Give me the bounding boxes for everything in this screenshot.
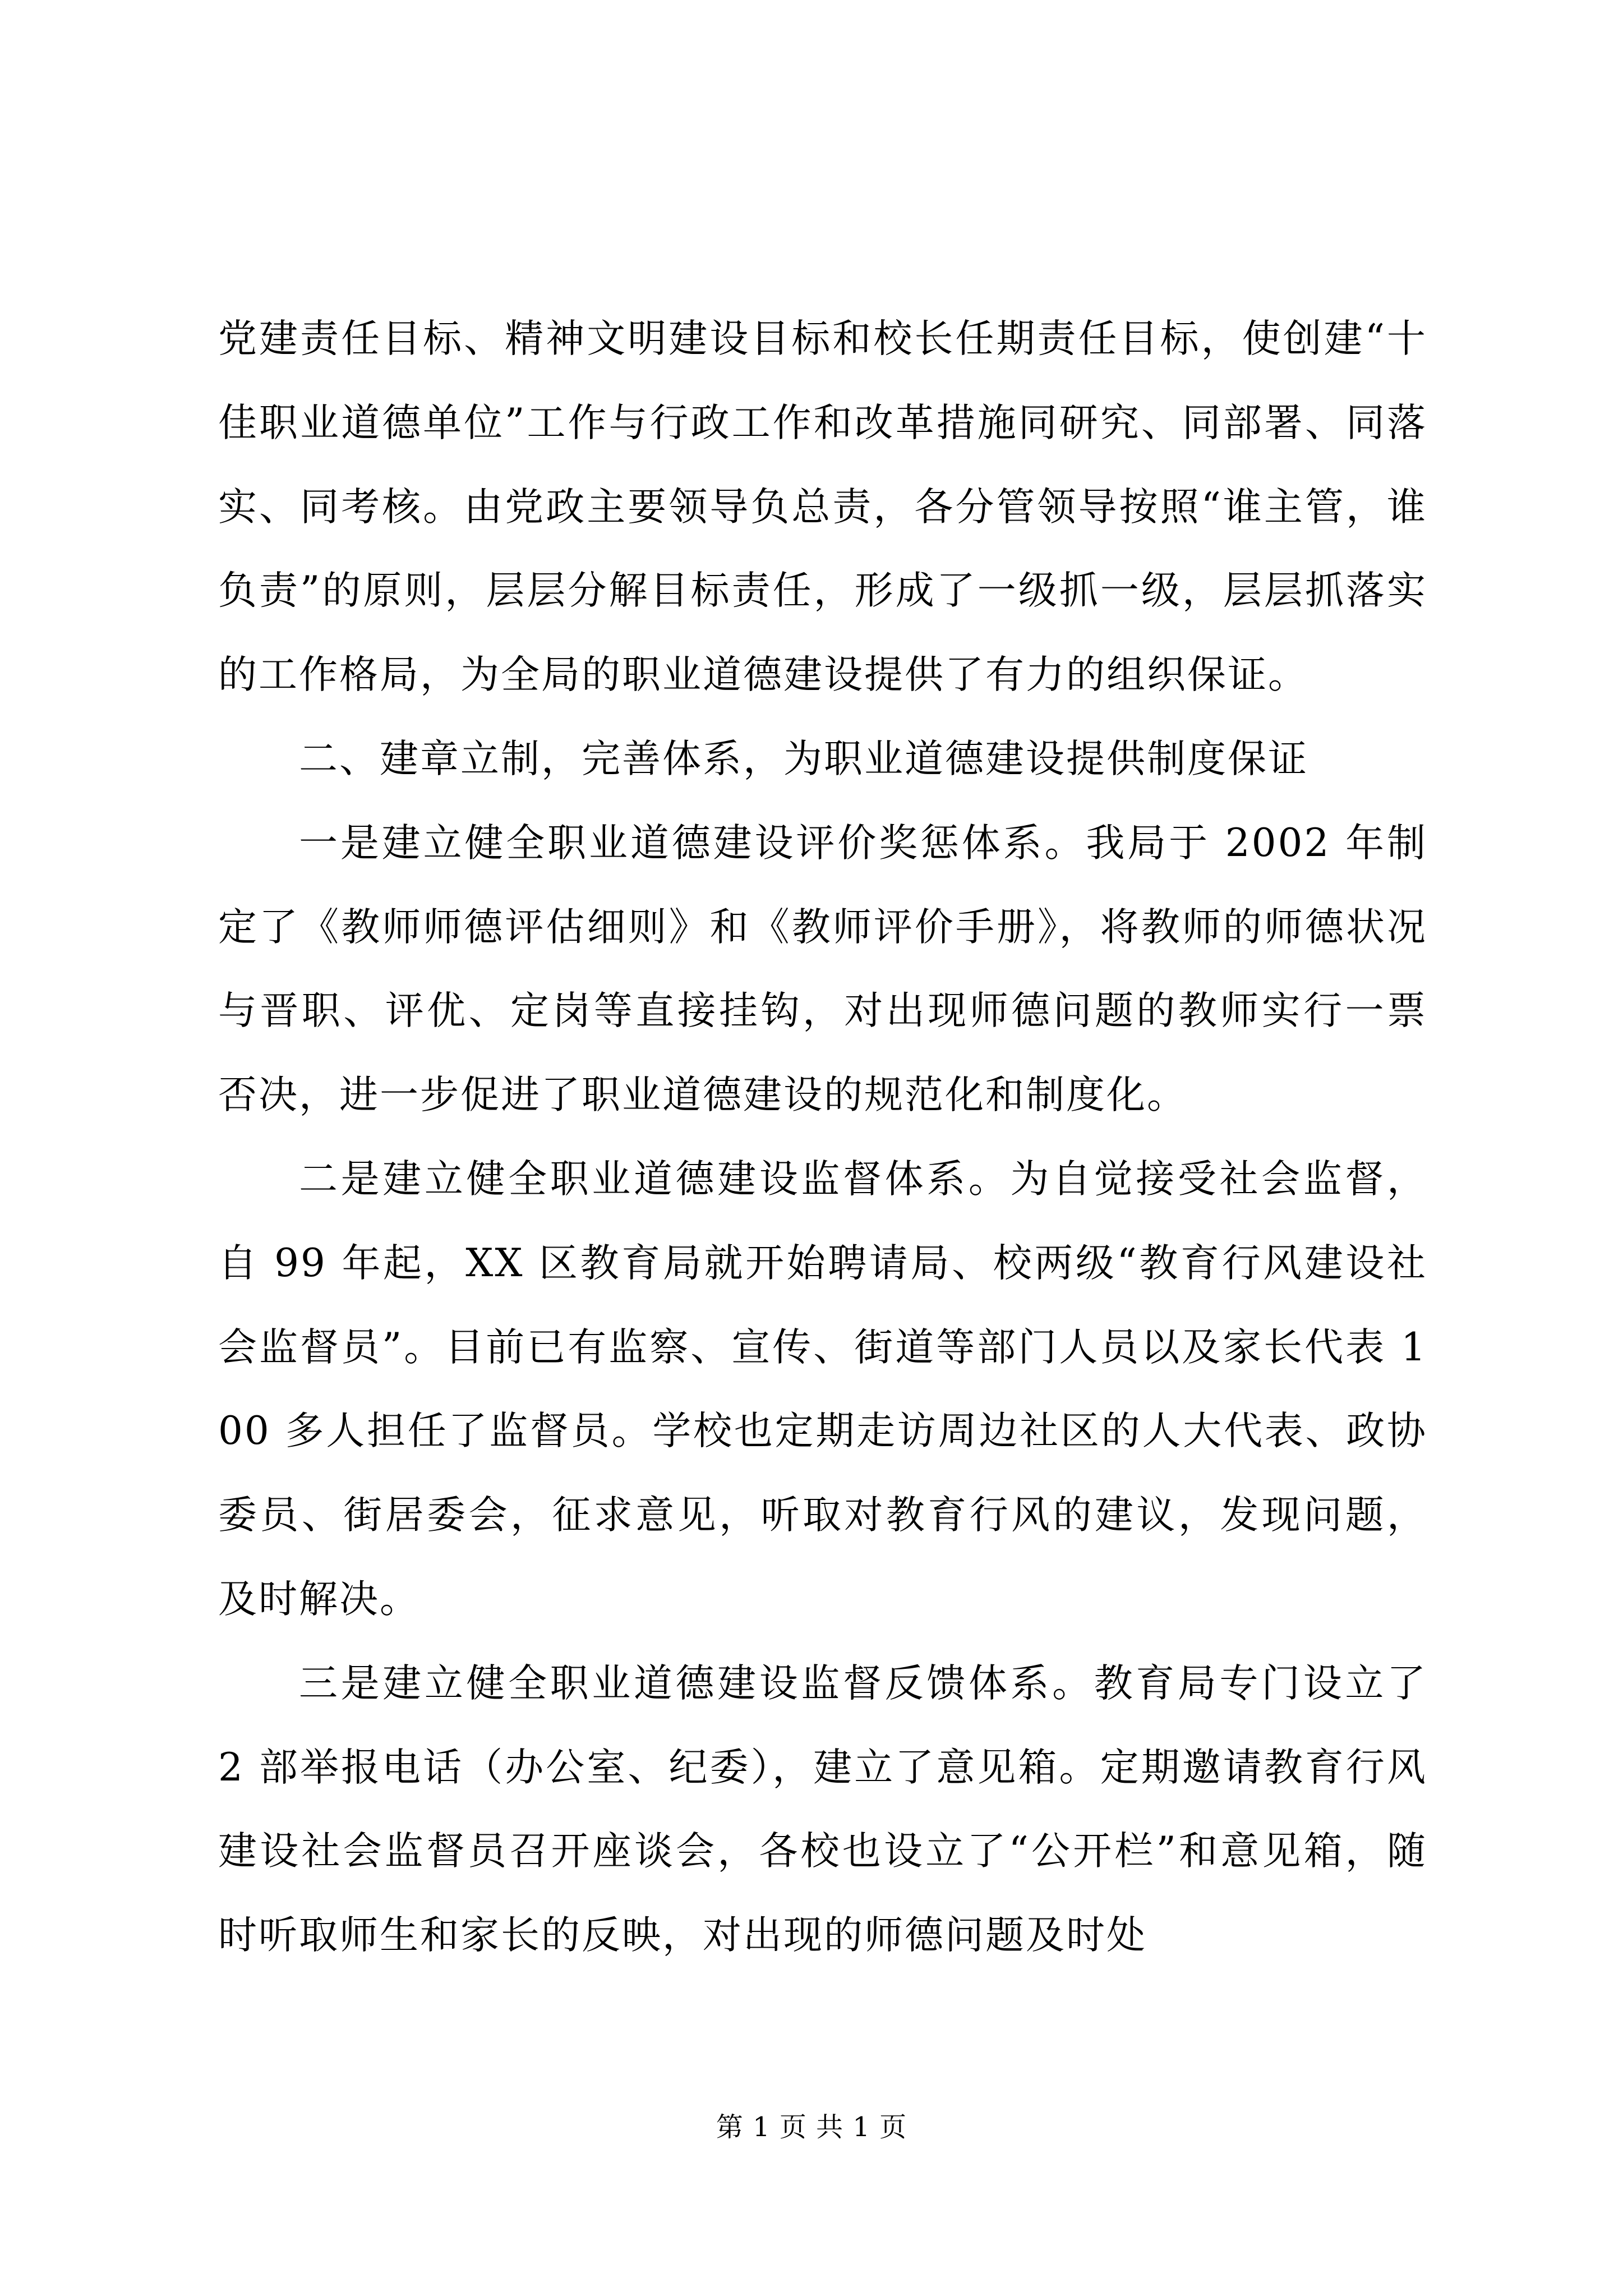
paragraph-evaluation-system: 一是建立健全职业道德建设评价奖惩体系。我局于 2002 年制定了《教师师德评估细则》和《教师评价手册》，将教师的师德状况与晋职、评优、定岗等直接挂钩，对出现师德问题的教师实行一票否决，进一步促进了职业道德建设的规范化和制度化。 <box>218 820 1427 1118</box>
body-text <box>218 297 1427 1978</box>
page-number-footer: 第 1 页 共 1 页 <box>716 2111 907 2143</box>
paragraph-feedback-system: 三是建立健全职业道德建设监督反馈体系。教育局专门设立了 2 部举报电话（办公室、纪委），建立了意见箱。定期邀请教育行风建设社会监督员召开座谈会，各校也设立了“公开栏”和意见箱，随时听取师生和家长的反映，对出现的师德问题及时处 <box>218 1660 1427 1958</box>
paragraph-supervision-system: 二是建立健全职业道德建设监督体系。为自觉接受社会监督，自 99 年起，XX 区教育局就开始聘请局、校两级“教育行风建设社会监督员”。目前已有监察、宣传、街道等部门人员以及家长代表 100 多人担任了监督员。学校也定期走访周边社区的人大代表、政协委员、街居委会，征求意见，听取对教育行风的建议，发现问题，及时解决。 <box>218 1156 1427 1622</box>
section-heading-2: 二、建章立制，完善体系，为职业道德建设提供制度保证 <box>299 736 1308 781</box>
paragraph-1: 党建责任目标、精神文明建设目标和校长任期责任目标，使创建“十佳职业道德单位”工作与行政工作和改革措施同研究、同部署、同落实、同考核。由党政主要领导负总责，各分管领导按照“谁主管，谁负责”的原则，层层分解目标责任，形成了一级抓一级，层层抓落实的工作格局，为全局的职业道德建设提供了有力的组织保证。 <box>218 316 1427 698</box>
